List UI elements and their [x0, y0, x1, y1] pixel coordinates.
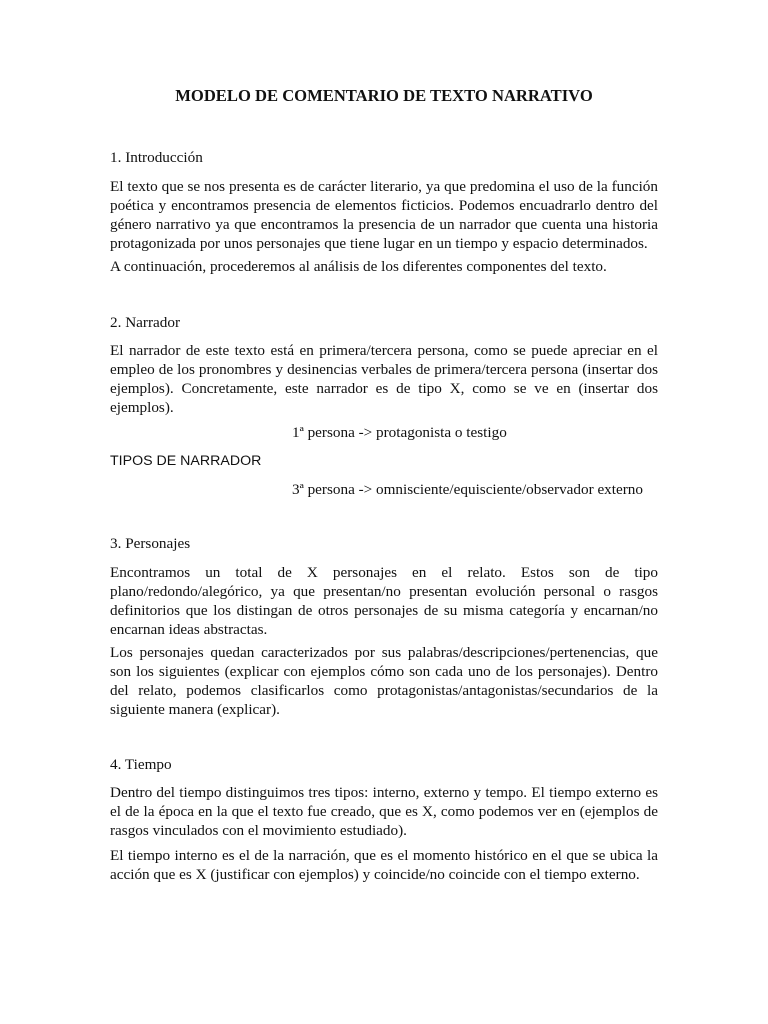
- paragraph-introduccion-2: A continuación, procederemos al análisis de los diferentes componentes del texto.: [110, 258, 607, 275]
- paragraph-introduccion-1: El texto que se nos presenta es de carácter literario, ya que predomina el uso de la función poética y encontramos presencia de elementos ficticios. Podemos encuadrarlo dentro del género narrativo ya que encontramos la presencia de un narrador que cuenta una historia protagonizada por unos personajes que tiene lugar en un tiempo y espacio determinados.: [110, 178, 658, 252]
- paragraph-narrador-1: El narrador de este texto está en primera/tercera persona, como se puede apreciar en el empleo de los pronombres y desinencias verbales de primera/tercera persona (insertar dos ejemplos). Concretamente, este narrador es de tipo X, como se ve en (insertar dos ejemplos).: [110, 342, 658, 416]
- section-heading-narrador: 2. Narrador: [110, 314, 180, 331]
- section-heading-tiempo: 4. Tiempo: [110, 756, 172, 773]
- document-title: MODELO DE COMENTARIO DE TEXTO NARRATIVO: [175, 86, 593, 105]
- narrator-types-label: TIPOS DE NARRADOR: [110, 453, 262, 469]
- narrator-type-first-person: 1ª persona -> protagonista o testigo: [292, 424, 507, 441]
- section-heading-personajes: 3. Personajes: [110, 535, 191, 552]
- paragraph-tiempo-1: Dentro del tiempo distinguimos tres tipos: interno, externo y tempo. El tiempo externo es el de la época en la que el texto fue creado, que es X, como podemos ver en (ejemplos de rasgos vinculados con el movimiento estudiado).: [110, 784, 658, 839]
- paragraph-personajes-1: Encontramos un total de X personajes en el relato. Estos son de tipo plano/redondo/alegórico, ya que presentan/no presentan evolución personal o rasgos definitorios que los distingan de otros personajes de su misma categoría y encarnan/no encarnan ideas abstractas.: [110, 564, 658, 638]
- paragraph-personajes-2: Los personajes quedan caracterizados por sus palabras/descripciones/pertenencias, que son los siguientes (explicar con ejemplos cómo son cada uno de los personajes). Dentro del relato, podemos clasificarlos como protagonistas/antagonistas/secundarios de la siguiente manera (explicar).: [110, 644, 658, 718]
- paragraph-tiempo-2: El tiempo interno es el de la narración, que es el momento histórico en el que se ubica la acción que es X (justificar con ejemplos) y coincide/no coincide con el tiempo externo.: [110, 847, 658, 883]
- narrator-type-third-person: 3ª persona -> omnisciente/equisciente/observador externo: [292, 481, 643, 498]
- section-heading-introduccion: 1. Introducción: [110, 149, 203, 166]
